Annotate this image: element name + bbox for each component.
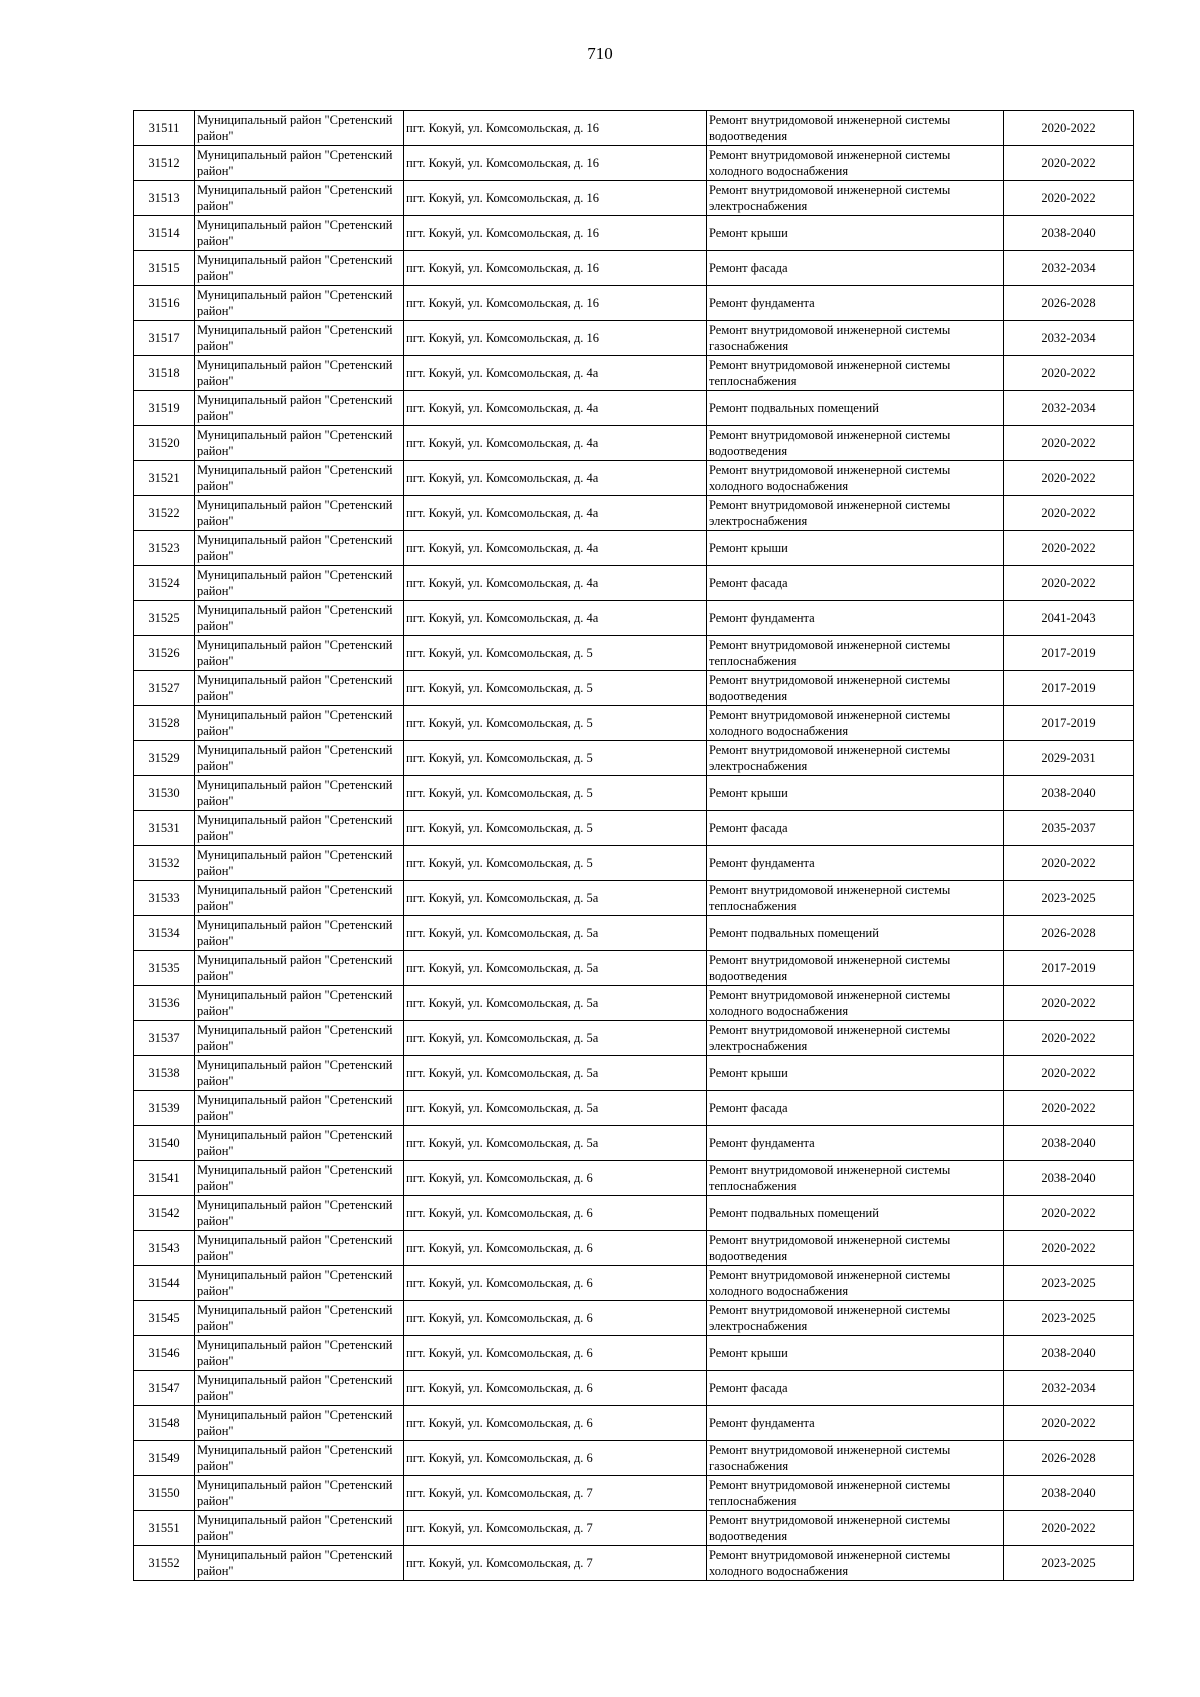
row-number-cell: 31546 <box>134 1336 195 1371</box>
table-row <box>134 706 1134 741</box>
period-cell: 2023-2025 <box>1004 1546 1134 1581</box>
work-type-cell: Ремонт внутридомовой инженерной системы теплоснабжения <box>707 881 1004 916</box>
work-type-cell: Ремонт внутридомовой инженерной системы водоотведения <box>707 671 1004 706</box>
municipality-cell: Муниципальный район "Сретенский район" <box>195 1056 404 1091</box>
table-row <box>134 146 1134 181</box>
row-number-cell: 31537 <box>134 1021 195 1056</box>
period-cell: 2020-2022 <box>1004 181 1134 216</box>
table-row <box>134 321 1134 356</box>
work-type-cell: Ремонт внутридомовой инженерной системы водоотведения <box>707 1231 1004 1266</box>
row-number-cell: 31524 <box>134 566 195 601</box>
municipality-cell: Муниципальный район "Сретенский район" <box>195 1021 404 1056</box>
row-number-cell: 31542 <box>134 1196 195 1231</box>
address-cell: пгт. Кокуй, ул. Комсомольская, д. 5а <box>404 986 707 1021</box>
table-row <box>134 181 1134 216</box>
municipality-cell: Муниципальный район "Сретенский район" <box>195 846 404 881</box>
period-cell: 2020-2022 <box>1004 496 1134 531</box>
table-row <box>134 1511 1134 1546</box>
row-number-cell: 31521 <box>134 461 195 496</box>
period-cell: 2020-2022 <box>1004 426 1134 461</box>
work-type-cell: Ремонт крыши <box>707 1336 1004 1371</box>
period-cell: 2017-2019 <box>1004 706 1134 741</box>
work-type-cell: Ремонт фасада <box>707 811 1004 846</box>
municipality-cell: Муниципальный район "Сретенский район" <box>195 1161 404 1196</box>
address-cell: пгт. Кокуй, ул. Комсомольская, д. 16 <box>404 321 707 356</box>
row-number-cell: 31541 <box>134 1161 195 1196</box>
address-cell: пгт. Кокуй, ул. Комсомольская, д. 5а <box>404 1056 707 1091</box>
table-row <box>134 636 1134 671</box>
table-row <box>134 461 1134 496</box>
work-type-cell: Ремонт фундамента <box>707 1406 1004 1441</box>
row-number-cell: 31548 <box>134 1406 195 1441</box>
municipality-cell: Муниципальный район "Сретенский район" <box>195 706 404 741</box>
address-cell: пгт. Кокуй, ул. Комсомольская, д. 4а <box>404 461 707 496</box>
work-type-cell: Ремонт фундамента <box>707 601 1004 636</box>
work-type-cell: Ремонт крыши <box>707 531 1004 566</box>
period-cell: 2032-2034 <box>1004 251 1134 286</box>
period-cell: 2017-2019 <box>1004 636 1134 671</box>
row-number-cell: 31543 <box>134 1231 195 1266</box>
row-number-cell: 31523 <box>134 531 195 566</box>
address-cell: пгт. Кокуй, ул. Комсомольская, д. 16 <box>404 146 707 181</box>
table-row <box>134 1371 1134 1406</box>
address-cell: пгт. Кокуй, ул. Комсомольская, д. 5 <box>404 776 707 811</box>
municipality-cell: Муниципальный район "Сретенский район" <box>195 496 404 531</box>
row-number-cell: 31525 <box>134 601 195 636</box>
address-cell: пгт. Кокуй, ул. Комсомольская, д. 5 <box>404 846 707 881</box>
address-cell: пгт. Кокуй, ул. Комсомольская, д. 6 <box>404 1161 707 1196</box>
work-type-cell: Ремонт внутридомовой инженерной системы водоотведения <box>707 1511 1004 1546</box>
period-cell: 2020-2022 <box>1004 146 1134 181</box>
table-row <box>134 566 1134 601</box>
table-row <box>134 1196 1134 1231</box>
row-number-cell: 31530 <box>134 776 195 811</box>
work-type-cell: Ремонт внутридомовой инженерной системы теплоснабжения <box>707 1161 1004 1196</box>
municipality-cell: Муниципальный район "Сретенский район" <box>195 1336 404 1371</box>
municipality-cell: Муниципальный район "Сретенский район" <box>195 1231 404 1266</box>
period-cell: 2020-2022 <box>1004 1056 1134 1091</box>
table-row <box>134 811 1134 846</box>
row-number-cell: 31511 <box>134 111 195 146</box>
page-number: 710 <box>587 44 613 63</box>
address-cell: пгт. Кокуй, ул. Комсомольская, д. 6 <box>404 1336 707 1371</box>
period-cell: 2023-2025 <box>1004 1301 1134 1336</box>
row-number-cell: 31522 <box>134 496 195 531</box>
work-type-cell: Ремонт внутридомовой инженерной системы электроснабжения <box>707 1021 1004 1056</box>
municipality-cell: Муниципальный район "Сретенский район" <box>195 1476 404 1511</box>
period-cell: 2038-2040 <box>1004 1476 1134 1511</box>
work-type-cell: Ремонт крыши <box>707 776 1004 811</box>
period-cell: 2020-2022 <box>1004 531 1134 566</box>
address-cell: пгт. Кокуй, ул. Комсомольская, д. 5а <box>404 1021 707 1056</box>
municipality-cell: Муниципальный район "Сретенский район" <box>195 636 404 671</box>
address-cell: пгт. Кокуй, ул. Комсомольская, д. 16 <box>404 251 707 286</box>
period-cell: 2020-2022 <box>1004 1196 1134 1231</box>
work-type-cell: Ремонт внутридомовой инженерной системы газоснабжения <box>707 321 1004 356</box>
row-number-cell: 31545 <box>134 1301 195 1336</box>
table-row <box>134 776 1134 811</box>
municipality-cell: Муниципальный район "Сретенский район" <box>195 391 404 426</box>
table-row <box>134 671 1134 706</box>
row-number-cell: 31538 <box>134 1056 195 1091</box>
address-cell: пгт. Кокуй, ул. Комсомольская, д. 4а <box>404 356 707 391</box>
work-type-cell: Ремонт внутридомовой инженерной системы холодного водоснабжения <box>707 146 1004 181</box>
period-cell: 2026-2028 <box>1004 1441 1134 1476</box>
work-type-cell: Ремонт внутридомовой инженерной системы электроснабжения <box>707 1301 1004 1336</box>
period-cell: 2023-2025 <box>1004 881 1134 916</box>
period-cell: 2035-2037 <box>1004 811 1134 846</box>
period-cell: 2020-2022 <box>1004 1231 1134 1266</box>
row-number-cell: 31512 <box>134 146 195 181</box>
row-number-cell: 31539 <box>134 1091 195 1126</box>
municipality-cell: Муниципальный район "Сретенский район" <box>195 1406 404 1441</box>
address-cell: пгт. Кокуй, ул. Комсомольская, д. 4а <box>404 496 707 531</box>
work-type-cell: Ремонт фасада <box>707 1091 1004 1126</box>
period-cell: 2020-2022 <box>1004 1091 1134 1126</box>
address-cell: пгт. Кокуй, ул. Комсомольская, д. 16 <box>404 111 707 146</box>
address-cell: пгт. Кокуй, ул. Комсомольская, д. 5 <box>404 636 707 671</box>
municipality-cell: Муниципальный район "Сретенский район" <box>195 1126 404 1161</box>
municipality-cell: Муниципальный район "Сретенский район" <box>195 461 404 496</box>
municipality-cell: Муниципальный район "Сретенский район" <box>195 741 404 776</box>
municipality-cell: Муниципальный район "Сретенский район" <box>195 1266 404 1301</box>
municipality-cell: Муниципальный район "Сретенский район" <box>195 216 404 251</box>
address-cell: пгт. Кокуй, ул. Комсомольская, д. 6 <box>404 1266 707 1301</box>
period-cell: 2038-2040 <box>1004 216 1134 251</box>
municipality-cell: Муниципальный район "Сретенский район" <box>195 671 404 706</box>
period-cell: 2041-2043 <box>1004 601 1134 636</box>
row-number-cell: 31519 <box>134 391 195 426</box>
municipality-cell: Муниципальный район "Сретенский район" <box>195 111 404 146</box>
address-cell: пгт. Кокуй, ул. Комсомольская, д. 4а <box>404 391 707 426</box>
work-type-cell: Ремонт крыши <box>707 216 1004 251</box>
work-type-cell: Ремонт внутридомовой инженерной системы теплоснабжения <box>707 1476 1004 1511</box>
municipality-cell: Муниципальный район "Сретенский район" <box>195 426 404 461</box>
row-number-cell: 31518 <box>134 356 195 391</box>
table-row <box>134 216 1134 251</box>
municipality-cell: Муниципальный район "Сретенский район" <box>195 181 404 216</box>
period-cell: 2032-2034 <box>1004 321 1134 356</box>
table-row <box>134 881 1134 916</box>
municipality-cell: Муниципальный район "Сретенский район" <box>195 601 404 636</box>
table-row <box>134 1406 1134 1441</box>
municipality-cell: Муниципальный район "Сретенский район" <box>195 881 404 916</box>
table-row <box>134 1056 1134 1091</box>
work-type-cell: Ремонт внутридомовой инженерной системы водоотведения <box>707 951 1004 986</box>
address-cell: пгт. Кокуй, ул. Комсомольская, д. 5 <box>404 671 707 706</box>
period-cell: 2020-2022 <box>1004 1511 1134 1546</box>
row-number-cell: 31552 <box>134 1546 195 1581</box>
row-number-cell: 31531 <box>134 811 195 846</box>
address-cell: пгт. Кокуй, ул. Комсомольская, д. 5а <box>404 1126 707 1161</box>
table-row <box>134 601 1134 636</box>
municipality-cell: Муниципальный район "Сретенский район" <box>195 1091 404 1126</box>
row-number-cell: 31535 <box>134 951 195 986</box>
period-cell: 2038-2040 <box>1004 1161 1134 1196</box>
municipality-cell: Муниципальный район "Сретенский район" <box>195 1441 404 1476</box>
row-number-cell: 31517 <box>134 321 195 356</box>
work-type-cell: Ремонт внутридомовой инженерной системы холодного водоснабжения <box>707 461 1004 496</box>
row-number-cell: 31550 <box>134 1476 195 1511</box>
municipality-cell: Муниципальный район "Сретенский район" <box>195 916 404 951</box>
work-type-cell: Ремонт внутридомовой инженерной системы холодного водоснабжения <box>707 1546 1004 1581</box>
period-cell: 2026-2028 <box>1004 286 1134 321</box>
row-number-cell: 31536 <box>134 986 195 1021</box>
work-type-cell: Ремонт внутридомовой инженерной системы водоотведения <box>707 111 1004 146</box>
work-type-cell: Ремонт фасада <box>707 251 1004 286</box>
row-number-cell: 31526 <box>134 636 195 671</box>
work-type-cell: Ремонт внутридомовой инженерной системы электроснабжения <box>707 181 1004 216</box>
table-row <box>134 1336 1134 1371</box>
period-cell: 2038-2040 <box>1004 776 1134 811</box>
address-cell: пгт. Кокуй, ул. Комсомольская, д. 5 <box>404 706 707 741</box>
address-cell: пгт. Кокуй, ул. Комсомольская, д. 6 <box>404 1196 707 1231</box>
address-cell: пгт. Кокуй, ул. Комсомольская, д. 16 <box>404 286 707 321</box>
row-number-cell: 31549 <box>134 1441 195 1476</box>
table-row <box>134 1301 1134 1336</box>
period-cell: 2020-2022 <box>1004 566 1134 601</box>
period-cell: 2020-2022 <box>1004 356 1134 391</box>
period-cell: 2032-2034 <box>1004 391 1134 426</box>
municipality-cell: Муниципальный район "Сретенский район" <box>195 321 404 356</box>
municipality-cell: Муниципальный район "Сретенский район" <box>195 356 404 391</box>
address-cell: пгт. Кокуй, ул. Комсомольская, д. 5а <box>404 1091 707 1126</box>
work-type-cell: Ремонт фундамента <box>707 1126 1004 1161</box>
address-cell: пгт. Кокуй, ул. Комсомольская, д. 6 <box>404 1231 707 1266</box>
period-cell: 2017-2019 <box>1004 951 1134 986</box>
work-type-cell: Ремонт внутридомовой инженерной системы теплоснабжения <box>707 636 1004 671</box>
table-row <box>134 1231 1134 1266</box>
address-cell: пгт. Кокуй, ул. Комсомольская, д. 4а <box>404 601 707 636</box>
table-row <box>134 1021 1134 1056</box>
period-cell: 2032-2034 <box>1004 1371 1134 1406</box>
row-number-cell: 31544 <box>134 1266 195 1301</box>
address-cell: пгт. Кокуй, ул. Комсомольская, д. 6 <box>404 1371 707 1406</box>
address-cell: пгт. Кокуй, ул. Комсомольская, д. 7 <box>404 1511 707 1546</box>
row-number-cell: 31529 <box>134 741 195 776</box>
work-type-cell: Ремонт крыши <box>707 1056 1004 1091</box>
municipality-cell: Муниципальный район "Сретенский район" <box>195 146 404 181</box>
period-cell: 2020-2022 <box>1004 1021 1134 1056</box>
address-cell: пгт. Кокуй, ул. Комсомольская, д. 5а <box>404 916 707 951</box>
municipality-cell: Муниципальный район "Сретенский район" <box>195 1371 404 1406</box>
row-number-cell: 31515 <box>134 251 195 286</box>
table-row <box>134 741 1134 776</box>
table-row <box>134 111 1134 146</box>
row-number-cell: 31514 <box>134 216 195 251</box>
row-number-cell: 31534 <box>134 916 195 951</box>
address-cell: пгт. Кокуй, ул. Комсомольская, д. 6 <box>404 1406 707 1441</box>
municipality-cell: Муниципальный район "Сретенский район" <box>195 1511 404 1546</box>
table-row <box>134 391 1134 426</box>
municipality-cell: Муниципальный район "Сретенский район" <box>195 566 404 601</box>
municipality-cell: Муниципальный район "Сретенский район" <box>195 286 404 321</box>
work-type-cell: Ремонт внутридомовой инженерной системы холодного водоснабжения <box>707 986 1004 1021</box>
work-type-cell: Ремонт подвальных помещений <box>707 1196 1004 1231</box>
table-body <box>134 111 1134 1581</box>
row-number-cell: 31551 <box>134 1511 195 1546</box>
table-row <box>134 916 1134 951</box>
address-cell: пгт. Кокуй, ул. Комсомольская, д. 4а <box>404 566 707 601</box>
work-type-cell: Ремонт внутридомовой инженерной системы электроснабжения <box>707 741 1004 776</box>
table-row <box>134 356 1134 391</box>
row-number-cell: 31528 <box>134 706 195 741</box>
work-type-cell: Ремонт фундамента <box>707 846 1004 881</box>
address-cell: пгт. Кокуй, ул. Комсомольская, д. 6 <box>404 1441 707 1476</box>
row-number-cell: 31540 <box>134 1126 195 1161</box>
period-cell: 2020-2022 <box>1004 1406 1134 1441</box>
municipality-cell: Муниципальный район "Сретенский район" <box>195 986 404 1021</box>
table-row <box>134 1161 1134 1196</box>
row-number-cell: 31533 <box>134 881 195 916</box>
work-type-cell: Ремонт фундамента <box>707 286 1004 321</box>
municipality-cell: Муниципальный район "Сретенский район" <box>195 1301 404 1336</box>
municipality-cell: Муниципальный район "Сретенский район" <box>195 1546 404 1581</box>
municipality-cell: Муниципальный район "Сретенский район" <box>195 776 404 811</box>
municipality-cell: Муниципальный район "Сретенский район" <box>195 531 404 566</box>
address-cell: пгт. Кокуй, ул. Комсомольская, д. 5 <box>404 811 707 846</box>
table-row <box>134 1441 1134 1476</box>
municipality-cell: Муниципальный район "Сретенский район" <box>195 251 404 286</box>
period-cell: 2023-2025 <box>1004 1266 1134 1301</box>
municipality-cell: Муниципальный район "Сретенский район" <box>195 951 404 986</box>
repair-schedule-table <box>133 110 1134 1581</box>
table-row <box>134 531 1134 566</box>
work-type-cell: Ремонт внутридомовой инженерной системы холодного водоснабжения <box>707 706 1004 741</box>
table-row <box>134 1091 1134 1126</box>
table-row <box>134 1126 1134 1161</box>
municipality-cell: Муниципальный район "Сретенский район" <box>195 1196 404 1231</box>
address-cell: пгт. Кокуй, ул. Комсомольская, д. 16 <box>404 181 707 216</box>
row-number-cell: 31513 <box>134 181 195 216</box>
row-number-cell: 31516 <box>134 286 195 321</box>
work-type-cell: Ремонт фасада <box>707 566 1004 601</box>
table-row <box>134 426 1134 461</box>
work-type-cell: Ремонт подвальных помещений <box>707 916 1004 951</box>
address-cell: пгт. Кокуй, ул. Комсомольская, д. 4а <box>404 531 707 566</box>
address-cell: пгт. Кокуй, ул. Комсомольская, д. 6 <box>404 1301 707 1336</box>
table-row <box>134 986 1134 1021</box>
row-number-cell: 31547 <box>134 1371 195 1406</box>
period-cell: 2038-2040 <box>1004 1336 1134 1371</box>
period-cell: 2038-2040 <box>1004 1126 1134 1161</box>
address-cell: пгт. Кокуй, ул. Комсомольская, д. 7 <box>404 1476 707 1511</box>
period-cell: 2017-2019 <box>1004 671 1134 706</box>
work-type-cell: Ремонт внутридомовой инженерной системы газоснабжения <box>707 1441 1004 1476</box>
table-row <box>134 846 1134 881</box>
period-cell: 2020-2022 <box>1004 986 1134 1021</box>
address-cell: пгт. Кокуй, ул. Комсомольская, д. 5 <box>404 741 707 776</box>
work-type-cell: Ремонт подвальных помещений <box>707 391 1004 426</box>
row-number-cell: 31527 <box>134 671 195 706</box>
work-type-cell: Ремонт внутридомовой инженерной системы водоотведения <box>707 426 1004 461</box>
row-number-cell: 31532 <box>134 846 195 881</box>
table-row <box>134 951 1134 986</box>
period-cell: 2029-2031 <box>1004 741 1134 776</box>
table-row <box>134 496 1134 531</box>
table-row <box>134 251 1134 286</box>
table-row <box>134 1476 1134 1511</box>
address-cell: пгт. Кокуй, ул. Комсомольская, д. 16 <box>404 216 707 251</box>
work-type-cell: Ремонт внутридомовой инженерной системы холодного водоснабжения <box>707 1266 1004 1301</box>
address-cell: пгт. Кокуй, ул. Комсомольская, д. 5а <box>404 881 707 916</box>
period-cell: 2020-2022 <box>1004 461 1134 496</box>
work-type-cell: Ремонт внутридомовой инженерной системы электроснабжения <box>707 496 1004 531</box>
address-cell: пгт. Кокуй, ул. Комсомольская, д. 7 <box>404 1546 707 1581</box>
table-row <box>134 286 1134 321</box>
address-cell: пгт. Кокуй, ул. Комсомольская, д. 4а <box>404 426 707 461</box>
work-type-cell: Ремонт внутридомовой инженерной системы теплоснабжения <box>707 356 1004 391</box>
period-cell: 2020-2022 <box>1004 111 1134 146</box>
period-cell: 2026-2028 <box>1004 916 1134 951</box>
table-row <box>134 1266 1134 1301</box>
period-cell: 2020-2022 <box>1004 846 1134 881</box>
work-type-cell: Ремонт фасада <box>707 1371 1004 1406</box>
row-number-cell: 31520 <box>134 426 195 461</box>
address-cell: пгт. Кокуй, ул. Комсомольская, д. 5а <box>404 951 707 986</box>
municipality-cell: Муниципальный район "Сретенский район" <box>195 811 404 846</box>
table-row <box>134 1546 1134 1581</box>
